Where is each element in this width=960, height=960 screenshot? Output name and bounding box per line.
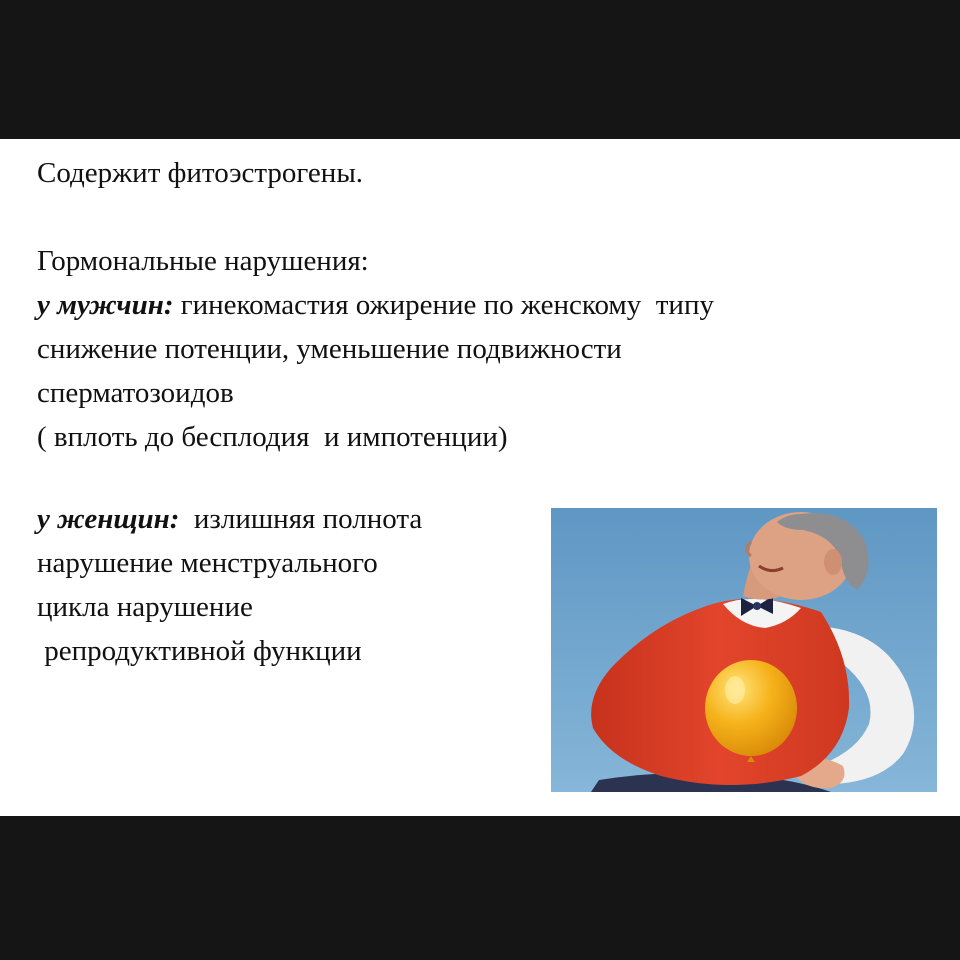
men-label: у мужчин: xyxy=(37,289,174,321)
women-line-3: цикла нарушение xyxy=(37,591,253,623)
phytoestrogen-line: Содержит фитоэстрогены. xyxy=(37,157,364,189)
yellow-balloon xyxy=(705,660,797,756)
men-line-4: ( вплоть до бесплодия и импотенции) xyxy=(37,421,508,453)
men-line-1 xyxy=(37,283,937,327)
men-line-3: сперматозоидов xyxy=(37,377,234,409)
hormonal-disorders-title: Гормональные нарушения: xyxy=(37,245,369,277)
slide xyxy=(0,139,960,816)
men-line-1-text: гинекомастия ожирение по женскому типу xyxy=(173,289,714,321)
men-line-2: снижение потенции, уменьшение подвижности xyxy=(37,333,622,365)
women-line-4: репродуктивной функции xyxy=(37,635,362,667)
women-label: у женщин: xyxy=(37,503,180,535)
women-line-2: нарушение менструального xyxy=(37,547,378,579)
women-line-1-text: излишняя полнота xyxy=(179,503,423,535)
man-with-balloon-photo xyxy=(551,508,937,792)
